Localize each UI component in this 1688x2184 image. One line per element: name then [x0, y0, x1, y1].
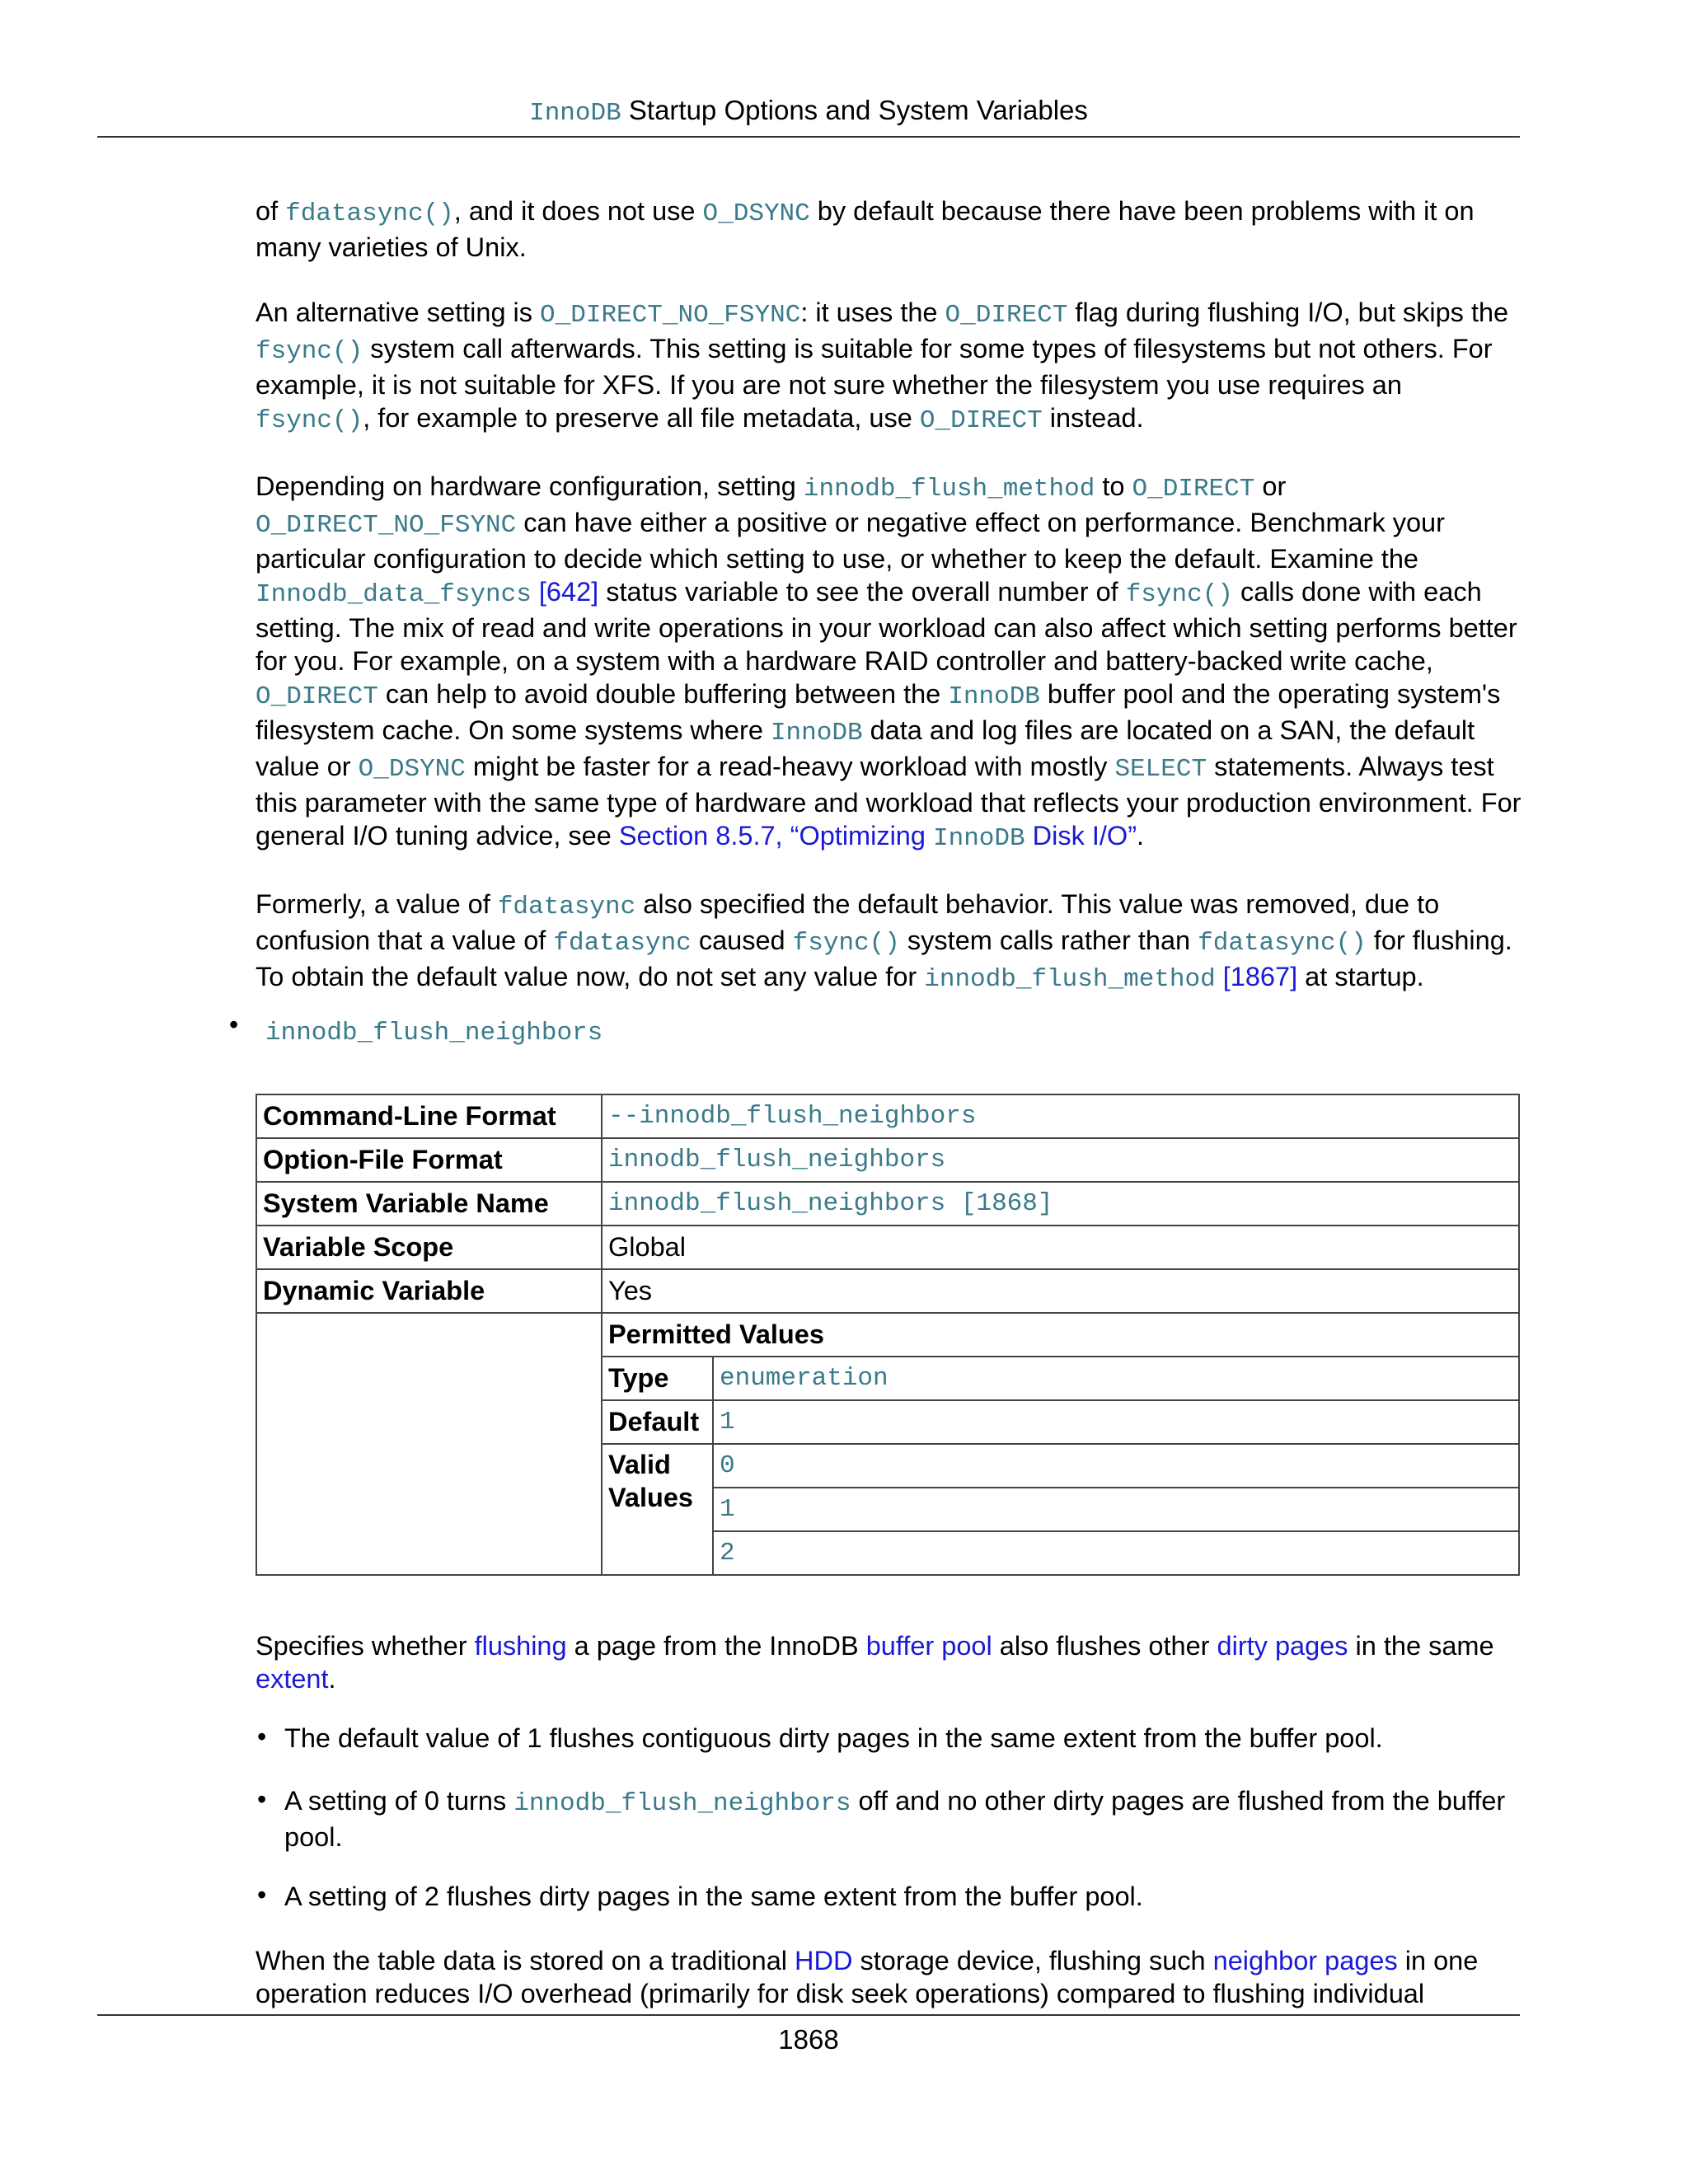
paragraph-2	[256, 296, 1523, 438]
valid-value: 0	[713, 1444, 1518, 1488]
text: off and no other dirty pages are flushed from the buffer pool.	[284, 1786, 1506, 1852]
paragraph-4	[256, 888, 1523, 996]
footer-rule	[97, 2014, 1520, 2016]
list-bullet: •	[257, 1784, 267, 1814]
valid-value: 1	[713, 1488, 1518, 1531]
permitted-values-header: Permitted Values	[603, 1314, 1518, 1357]
text: in the same	[1348, 1631, 1494, 1661]
row-value: Global	[602, 1226, 1519, 1269]
permitted-values-table	[603, 1314, 1518, 1574]
row-label: Variable Scope	[256, 1226, 602, 1269]
text: .	[1137, 821, 1145, 851]
text: Specifies whether	[256, 1631, 475, 1661]
row-value: innodb_flush_neighbors [1868]	[602, 1182, 1519, 1226]
glossary-link-hdd[interactable]: HDD	[795, 1946, 853, 1975]
variable-name: innodb_flush_neighbors	[265, 1019, 603, 1047]
text: storage device, flushing such	[852, 1946, 1213, 1975]
text: system call afterwards. This setting is suitable for some types of filesystems but not others. For example, it is not suitable for XFS. If you are not sure whether the filesystem you use requires an	[256, 334, 1493, 400]
text: by default because there have been problems with it on many varieties of Unix.	[256, 196, 1475, 262]
text: status variable to see the overall number of	[598, 577, 1126, 607]
text: in one operation reduces I/O overhead (primarily for disk seek operations) compared to flushing individual	[256, 1946, 1479, 2008]
text: of	[256, 196, 286, 226]
header-title: Startup Options and System Variables	[621, 95, 1088, 125]
default-label: Default	[603, 1400, 713, 1444]
valid-values-label	[603, 1444, 713, 1574]
table-row	[256, 1269, 1519, 1313]
list-item-2	[284, 1784, 1521, 1854]
row-label: System Variable Name	[256, 1182, 602, 1226]
code: fdatasync	[497, 893, 636, 921]
header-mono: InnoDB	[529, 99, 621, 128]
text: buffer pool and the operating system's filesystem cache. On some systems where	[256, 679, 1501, 745]
row-label: Command-Line Format	[256, 1094, 602, 1138]
permitted-values-row	[256, 1313, 1519, 1575]
list-item-1: The default value of 1 flushes contiguous dirty pages in the same extent from the buffer pool.	[284, 1723, 1383, 1753]
code: Innodb_data_fsyncs	[256, 580, 532, 609]
permitted-values-cell	[602, 1313, 1519, 1575]
text: also flushes other	[992, 1631, 1217, 1661]
code: O_DIRECT	[945, 301, 1068, 330]
text: at startup.	[1297, 962, 1424, 991]
text: statements. Always test this parameter with the same type of hardware and workload that reflects your production environment. For general I/O tuning advice, see	[256, 752, 1522, 851]
list-item-3: A setting of 2 flushes dirty pages in the same extent from the buffer pool.	[284, 1882, 1143, 1911]
code: fsync()	[256, 406, 363, 435]
text: might be faster for a read-heavy workload with mostly	[465, 752, 1115, 781]
text: or	[1254, 471, 1287, 501]
code: innodb_flush_method	[803, 475, 1095, 504]
text: for flushing. To obtain the default value now, do not set any value for	[256, 926, 1512, 991]
paragraph-5	[256, 1629, 1523, 1695]
code: O_DSYNC	[358, 755, 466, 784]
list-bullet: •	[257, 1880, 267, 1910]
code: O_DIRECT	[256, 682, 378, 711]
row-label: Option-File Format	[256, 1138, 602, 1182]
code: O_DIRECT_NO_FSYNC	[256, 511, 517, 540]
running-header	[97, 94, 1520, 130]
text: caused	[691, 926, 793, 955]
code: O_DIRECT	[1132, 475, 1255, 504]
text: calls done with each setting. The mix of read and write operations in your workload can also affect which setting performs better for you. For example, on a system with a hardware RAID controller and battery-backed write cache,	[256, 577, 1517, 676]
code: fsync()	[792, 929, 900, 958]
code: fdatasync	[553, 929, 692, 958]
bullet-marker: •	[229, 1010, 239, 1039]
text: to	[1095, 471, 1132, 501]
code: O_DIRECT	[919, 406, 1043, 435]
section-link[interactable]	[619, 821, 1137, 851]
valid-value: 2	[713, 1531, 1518, 1574]
text: can help to avoid double buffering between the	[377, 679, 949, 709]
paragraph-3	[256, 470, 1523, 855]
variable-heading	[265, 1014, 603, 1050]
text: , for example to preserve all file metadata, use	[363, 403, 920, 433]
code: fsync()	[1125, 580, 1233, 609]
text: system calls rather than	[899, 926, 1198, 955]
code: fsync()	[256, 337, 363, 366]
body-text-top	[256, 194, 1523, 1029]
option-table	[256, 1094, 1520, 1576]
glossary-link-extent[interactable]: extent	[256, 1664, 329, 1694]
code: O_DSYNC	[702, 199, 810, 228]
paragraph-6	[256, 1944, 1523, 2010]
code: O_DIRECT_NO_FSYNC	[540, 301, 801, 330]
text: Depending on hardware configuration, setting	[256, 471, 804, 501]
page-reference-link[interactable]: [1867]	[1215, 962, 1298, 991]
code: InnoDB	[933, 824, 1025, 853]
glossary-link-neighbor-pages[interactable]: neighbor pages	[1212, 1946, 1398, 1975]
type-value: enumeration	[713, 1357, 1518, 1400]
glossary-link-buffer-pool[interactable]: buffer pool	[865, 1631, 992, 1661]
row-label: Dynamic Variable	[256, 1269, 602, 1313]
code: innodb_flush_neighbors	[513, 1789, 851, 1818]
paragraph-1	[256, 194, 1523, 264]
text: also specified the default behavior. This value was removed, due to confusion that a value of	[256, 889, 1440, 955]
text: data and log files are located on a SAN, the default value or	[256, 715, 1475, 781]
valid-label-line: Values	[608, 1483, 693, 1512]
code: fdatasync()	[285, 199, 454, 228]
section-link-text: Section 8.5.7, “Optimizing	[618, 821, 933, 851]
text: instead.	[1042, 403, 1144, 433]
body-text-bottom	[256, 1629, 1523, 1727]
text: A setting of 0 turns	[284, 1786, 514, 1816]
text: flag during flushing I/O, but skips the	[1067, 298, 1509, 327]
text: , and it does not use	[453, 196, 703, 226]
list-bullet: •	[257, 1722, 267, 1751]
text: : it uses the	[800, 298, 945, 327]
code: innodb_flush_method	[924, 965, 1216, 994]
code: fdatasync()	[1198, 929, 1367, 958]
page-reference-link[interactable]: [642]	[531, 577, 599, 607]
text: An alternative setting is	[256, 298, 541, 327]
default-value: 1	[713, 1400, 1518, 1444]
code: SELECT	[1114, 755, 1207, 784]
table-row	[256, 1094, 1519, 1138]
row-value: innodb_flush_neighbors	[602, 1138, 1519, 1182]
table-row	[256, 1138, 1519, 1182]
table-row	[256, 1182, 1519, 1226]
row-value: --innodb_flush_neighbors	[602, 1094, 1519, 1138]
page-number: 1868	[778, 2024, 839, 2055]
text: can have either a positive or negative effect on performance. Benchmark your particular configuration to decide which setting to use, or whether to keep the default. Examine the	[256, 508, 1445, 574]
code: InnoDB	[948, 682, 1040, 711]
glossary-link-flushing[interactable]: flushing	[474, 1631, 567, 1661]
header-rule	[97, 136, 1520, 138]
valid-label-line: Valid	[608, 1450, 671, 1479]
empty-label-cell	[256, 1313, 602, 1575]
type-label: Type	[603, 1357, 713, 1400]
code: InnoDB	[770, 719, 863, 748]
row-value: Yes	[602, 1269, 1519, 1313]
table-row	[256, 1226, 1519, 1269]
text: a page from the InnoDB	[566, 1631, 866, 1661]
glossary-link-dirty-pages[interactable]: dirty pages	[1217, 1631, 1348, 1661]
text: Formerly, a value of	[256, 889, 498, 919]
text: .	[328, 1664, 336, 1694]
section-link-text: Disk I/O”	[1025, 821, 1137, 851]
text: When the table data is stored on a traditional	[256, 1946, 795, 1975]
